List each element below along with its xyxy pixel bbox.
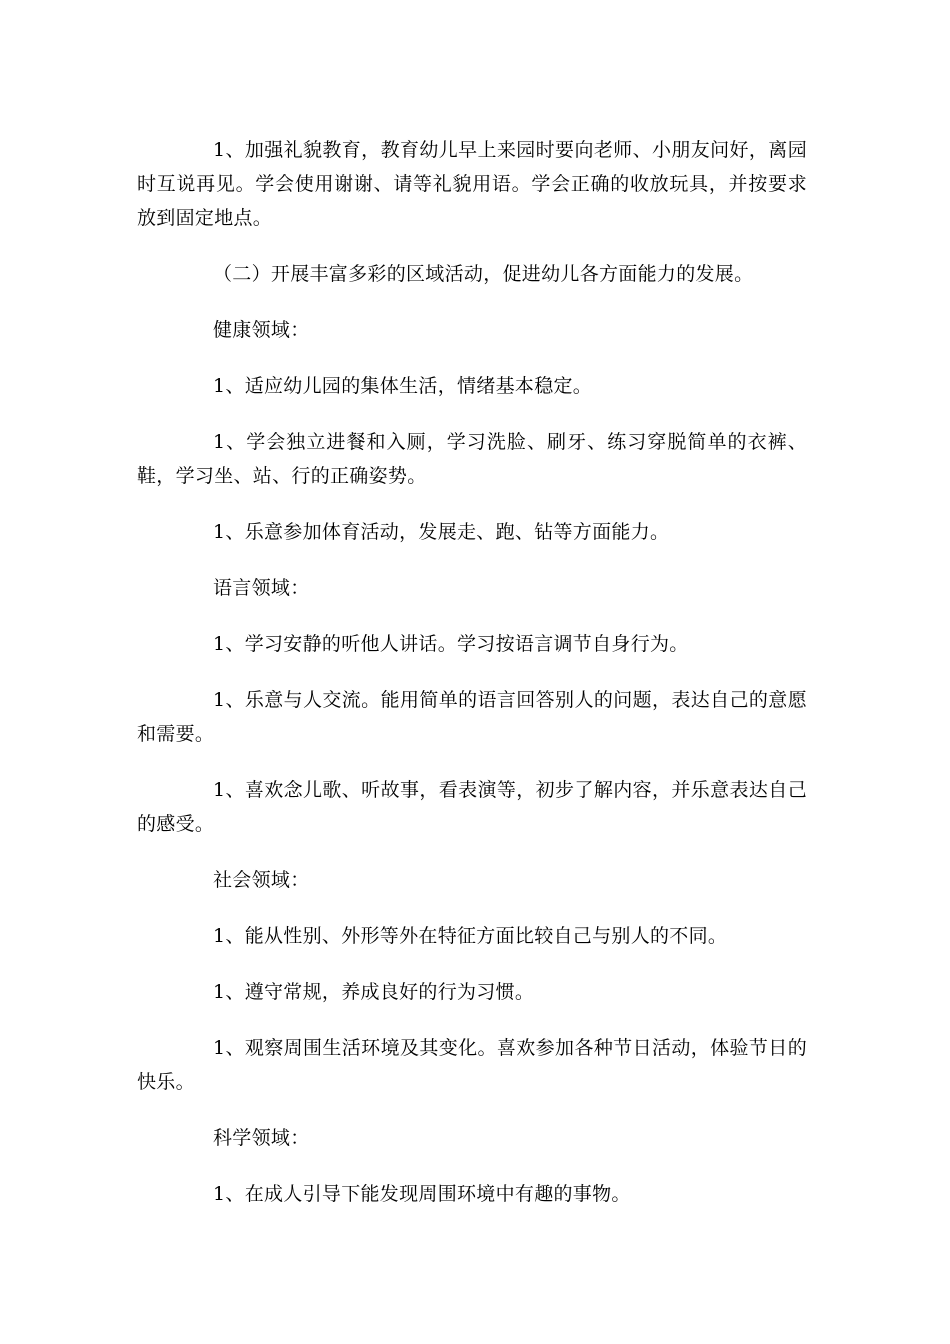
list-item: 1、乐意参加体育活动，发展走、跑、钻等方面能力。	[213, 521, 670, 543]
heading-science-domain: 科学领域：	[213, 1127, 310, 1149]
list-item: 1、适应幼儿园的集体生活，情绪基本稳定。	[213, 375, 593, 397]
list-item: 1、学会独立进餐和入厕，学习洗脸、刷牙、练习穿脱简单的衣裤、鞋，学习坐、站、行的正确姿势。	[137, 431, 807, 487]
section-heading-regional-activities: （二）开展丰富多彩的区域活动，促进幼儿各方面能力的发展。	[213, 263, 754, 285]
list-item: 1、在成人引导下能发现周围环境中有趣的事物。	[213, 1183, 631, 1205]
list-item: 1、乐意与人交流。能用简单的语言回答别人的问题，表达自己的意愿和需要。	[137, 689, 807, 745]
list-item: 1、学习安静的听他人讲话。学习按语言调节自身行为。	[213, 633, 689, 655]
document-body	[137, 133, 807, 1233]
heading-language-domain: 语言领域：	[213, 577, 310, 599]
list-item: 1、观察周围生活环境及其变化。喜欢参加各种节日活动，体验节日的快乐。	[137, 1037, 807, 1093]
paragraph-courtesy-education: 1、加强礼貌教育，教育幼儿早上来园时要向老师、小朋友问好，离园时互说再见。学会使用谢谢、请等礼貌用语。学会正确的收放玩具，并按要求放到固定地点。	[137, 139, 807, 229]
list-item: 1、喜欢念儿歌、听故事，看表演等，初步了解内容，并乐意表达自己的感受。	[137, 779, 807, 835]
heading-social-domain: 社会领域：	[213, 869, 310, 891]
list-item: 1、遵守常规，养成良好的行为习惯。	[213, 981, 535, 1003]
list-item: 1、能从性别、外形等外在特征方面比较自己与别人的不同。	[213, 925, 728, 947]
heading-health-domain: 健康领域：	[213, 319, 310, 341]
